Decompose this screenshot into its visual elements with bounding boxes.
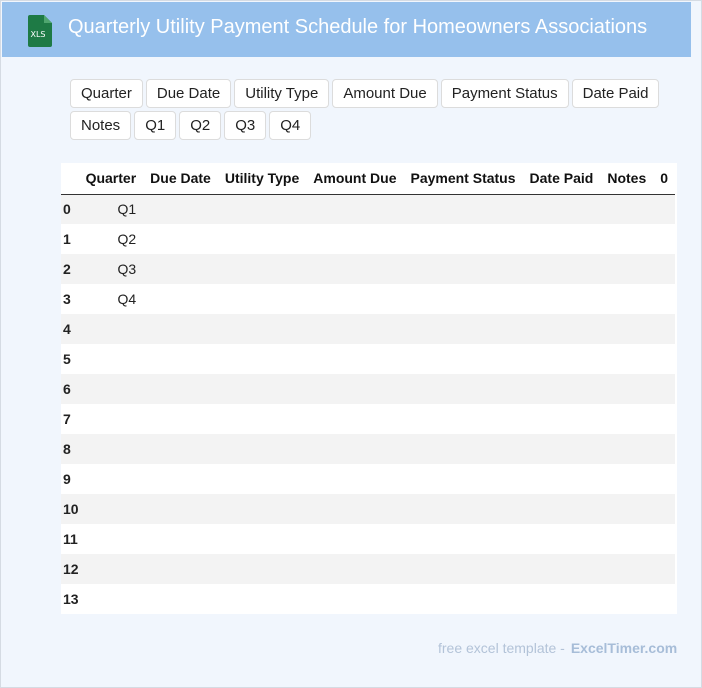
table-cell [653, 524, 675, 554]
table-header-row [61, 163, 675, 194]
table-cell [600, 404, 653, 434]
table-cell: Q4 [79, 284, 144, 314]
table-cell [79, 344, 144, 374]
column-header: Amount Due [306, 163, 403, 194]
column-header: Utility Type [218, 163, 306, 194]
table-cell [79, 584, 144, 614]
table-cell [143, 464, 218, 494]
table-cell [653, 314, 675, 344]
table-cell [523, 314, 601, 344]
table-cell [600, 494, 653, 524]
table-cell [653, 284, 675, 314]
table-cell [403, 584, 522, 614]
column-header: Payment Status [403, 163, 522, 194]
table-cell [218, 464, 306, 494]
table-cell [523, 374, 601, 404]
filter-chip[interactable]: Q4 [269, 111, 311, 140]
column-header: Date Paid [523, 163, 601, 194]
table-cell [403, 284, 522, 314]
row-index: 6 [61, 374, 79, 404]
table-cell: Q1 [79, 194, 144, 224]
filter-chip[interactable]: Date Paid [572, 79, 660, 108]
table-cell [600, 584, 653, 614]
row-index: 3 [61, 284, 79, 314]
table-row [61, 404, 675, 434]
table-cell [653, 464, 675, 494]
table-cell [403, 554, 522, 584]
table-row [61, 584, 675, 614]
table-cell [218, 404, 306, 434]
table-row [61, 224, 675, 254]
filter-chip[interactable]: Quarter [70, 79, 143, 108]
table-cell [143, 404, 218, 434]
table-cell [523, 554, 601, 584]
table-row [61, 374, 675, 404]
row-index: 2 [61, 254, 79, 284]
table-cell [653, 194, 675, 224]
table-cell [653, 494, 675, 524]
table-cell [306, 374, 403, 404]
table-cell [523, 434, 601, 464]
table-cell [79, 374, 144, 404]
table-cell [523, 404, 601, 434]
table-cell [653, 224, 675, 254]
table-row [61, 464, 675, 494]
table-cell [218, 314, 306, 344]
table-cell [523, 254, 601, 284]
table-cell [143, 434, 218, 464]
table-cell [218, 284, 306, 314]
table-cell [143, 344, 218, 374]
row-index: 7 [61, 404, 79, 434]
table-cell [218, 434, 306, 464]
filter-chip[interactable]: Q1 [134, 111, 176, 140]
page-title: Quarterly Utility Payment Schedule for Homeowners Associations [68, 16, 648, 38]
filter-chip[interactable]: Due Date [146, 79, 231, 108]
column-header: 0 [653, 163, 675, 194]
table-cell [306, 584, 403, 614]
table-cell [600, 344, 653, 374]
table-cell [600, 524, 653, 554]
row-index: 1 [61, 224, 79, 254]
table-cell [600, 434, 653, 464]
table-cell [79, 464, 144, 494]
filter-chip[interactable]: Q3 [224, 111, 266, 140]
row-index: 5 [61, 344, 79, 374]
table-cell [306, 224, 403, 254]
data-table-panel [63, 163, 677, 614]
table-cell [218, 344, 306, 374]
table-cell [218, 254, 306, 284]
table-cell [306, 494, 403, 524]
table-row [61, 284, 675, 314]
table-cell [143, 224, 218, 254]
table-cell: Q2 [79, 224, 144, 254]
table-cell: Q3 [79, 254, 144, 284]
filter-chip[interactable]: Q2 [179, 111, 221, 140]
filter-chip[interactable]: Payment Status [441, 79, 569, 108]
logo-text: XLS [30, 30, 46, 39]
table-cell [143, 284, 218, 314]
table-cell [523, 464, 601, 494]
table-cell [600, 224, 653, 254]
table-cell [653, 554, 675, 584]
footer-brand-link[interactable]: ExcelTimer.com [570, 640, 678, 656]
table-cell [523, 494, 601, 524]
table-cell [306, 464, 403, 494]
filter-chips [70, 79, 660, 140]
table-row [61, 314, 675, 344]
filter-chip[interactable]: Amount Due [332, 79, 437, 108]
table-cell [306, 524, 403, 554]
table-cell [523, 224, 601, 254]
table-cell [306, 314, 403, 344]
table-cell [403, 224, 522, 254]
excel-file-icon [26, 15, 52, 47]
table-cell [306, 254, 403, 284]
table-cell [79, 404, 144, 434]
table-cell [79, 314, 144, 344]
table-cell [523, 284, 601, 314]
column-header [61, 163, 79, 194]
table-cell [218, 224, 306, 254]
header-bar [2, 2, 691, 57]
table-cell [306, 434, 403, 464]
table-cell [218, 524, 306, 554]
table-row [61, 494, 675, 524]
table-cell [403, 464, 522, 494]
table-cell [306, 194, 403, 224]
row-index: 9 [61, 464, 79, 494]
table-row [61, 194, 675, 224]
table-row [61, 554, 675, 584]
table-cell [218, 194, 306, 224]
row-index: 8 [61, 434, 79, 464]
table-cell [600, 254, 653, 284]
table-cell [143, 374, 218, 404]
row-index: 13 [61, 584, 79, 614]
table-cell [600, 554, 653, 584]
table-cell [403, 374, 522, 404]
column-header: Notes [600, 163, 653, 194]
table-cell [143, 494, 218, 524]
table-cell [403, 404, 522, 434]
table-row [61, 344, 675, 374]
table-cell [143, 524, 218, 554]
table-cell [403, 344, 522, 374]
table-cell [600, 314, 653, 344]
table-cell [218, 554, 306, 584]
footer-text: free excel template - [438, 640, 565, 656]
table-cell [403, 314, 522, 344]
table-cell [600, 194, 653, 224]
table-cell [600, 374, 653, 404]
table-cell [218, 494, 306, 524]
filter-chip[interactable]: Notes [70, 111, 131, 140]
table-row [61, 254, 675, 284]
table-cell [218, 374, 306, 404]
column-header: Due Date [143, 163, 218, 194]
table-cell [79, 494, 144, 524]
table-cell [523, 524, 601, 554]
table-cell [403, 494, 522, 524]
table-cell [143, 194, 218, 224]
row-index: 4 [61, 314, 79, 344]
table-cell [79, 434, 144, 464]
table-cell [143, 314, 218, 344]
table-cell [523, 194, 601, 224]
table-cell [523, 344, 601, 374]
table-cell [143, 584, 218, 614]
table-cell [600, 284, 653, 314]
table-cell [79, 524, 144, 554]
footer-credit [438, 640, 677, 656]
table-row [61, 524, 675, 554]
row-index: 11 [61, 524, 79, 554]
table-cell [653, 254, 675, 284]
table-cell [403, 524, 522, 554]
table-cell [306, 344, 403, 374]
table-cell [403, 194, 522, 224]
table-cell [403, 434, 522, 464]
table-cell [79, 554, 144, 584]
table-cell [653, 584, 675, 614]
filter-chip[interactable]: Utility Type [234, 79, 329, 108]
table-cell [306, 284, 403, 314]
table-cell [653, 434, 675, 464]
table-cell [218, 584, 306, 614]
table-cell [653, 404, 675, 434]
table-row [61, 434, 675, 464]
row-index: 0 [61, 194, 79, 224]
row-index: 12 [61, 554, 79, 584]
column-header: Quarter [79, 163, 144, 194]
table-cell [653, 374, 675, 404]
row-index: 10 [61, 494, 79, 524]
table-cell [306, 554, 403, 584]
table-cell [653, 344, 675, 374]
table-cell [306, 404, 403, 434]
table-cell [600, 464, 653, 494]
table-cell [403, 254, 522, 284]
data-table [61, 163, 675, 614]
table-cell [143, 554, 218, 584]
table-cell [143, 254, 218, 284]
table-cell [523, 584, 601, 614]
